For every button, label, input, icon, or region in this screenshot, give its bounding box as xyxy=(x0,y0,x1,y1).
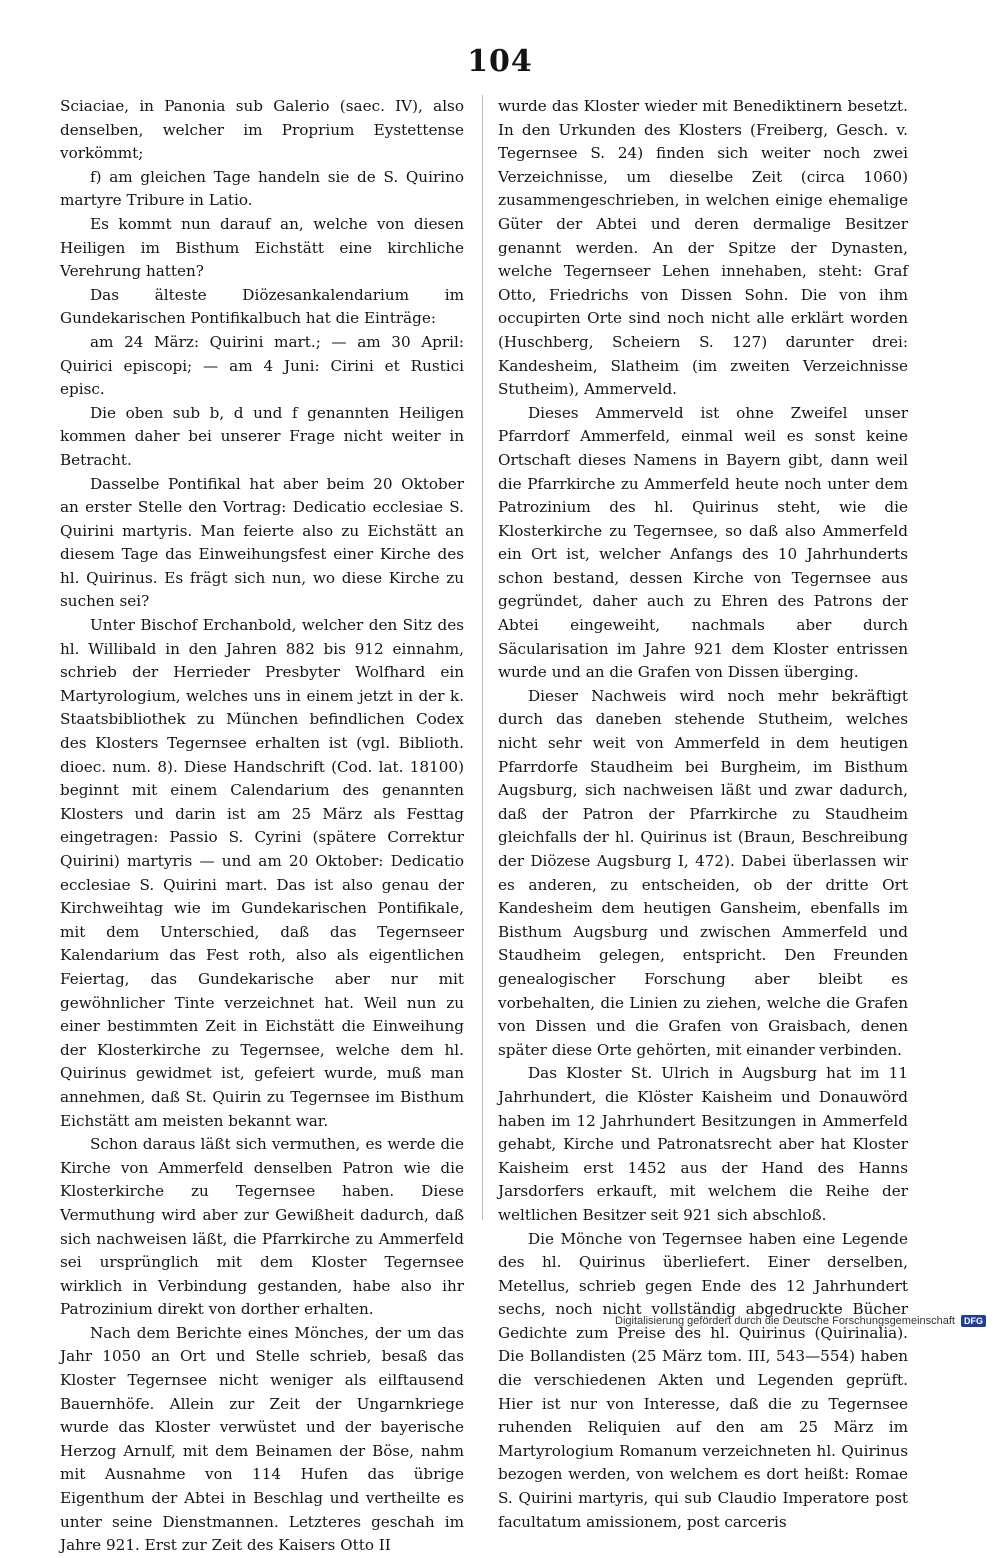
paragraph: Nach dem Berichte eines Mönches, der um das Jahr 1050 an Ort und Stelle schrieb, besaß das Kloster Tegernsee nicht weniger als eilftausend Bauernhöfe. Allein zur Zeit der Ungarnkriege wurde das Kloster verwüstet und der bayerische Herzog Arnulf, mit dem Beinamen der Böse, nahm mit Ausnahme von 114 Hufen das übrige Eigenthum der Abtei in Beschlag und vertheilte es unter seine Dienstmannen. Letzteres geschah im Jahre 921. Erst zur Zeit des Kaisers Otto II xyxy=(60,1323,464,1555)
paragraph: wurde das Kloster wieder mit Benediktinern besetzt. In den Urkunden des Klosters (Freiberg, Gesch. v. Tegernsee S. 24) finden sich weiter noch zwei Verzeichnisse, um dieselbe Zeit (circa 1060) zusammengeschrieben, in welchen einige ehemalige Güter der Abtei und deren dermalige Besitzer genannt werden. An der Spitze der Dynasten, welche Tegernseer Lehen innehaben, steht: Graf Otto, Friedrichs von Dissen Sohn. Die von ihm occupirten Orte sind noch nicht alle erklärt worden (Huschberg, Scheiern S. 127) darunter drei: Kandesheim, Slatheim (im zweiten Verzeichnisse Stutheim), Ammerveld. xyxy=(498,97,908,399)
paragraph: Dasselbe Pontifikal hat aber beim 20 Oktober an erster Stelle den Vortrag: Dedicatio ecclesiae S. Quirini martyris. Man feierte also zu Eichstätt an diesem Tage das Einweihungsfest einer Kirche des hl. Quirinus. Es frägt sich nun, wo diese Kirche zu suchen sei? xyxy=(60,474,464,611)
paragraph: Die Mönche von Tegernsee haben eine Legende des hl. Quirinus überliefert. Einer derselben, Metellus, schrieb gegen Ende des 12 Jahrhundert sechs, noch nicht vollständig abgedruckte Bücher Gedichte zum Preise des hl. Quirinus (Quirinalia). Die Bollandisten (25 März tom. III, 543—554) haben die verschiedenen Akten und Legenden geprüft. Hier ist nur von Interesse, daß die zu Tegernsee ruhenden Reliquien auf den am 25 März im Martyrologium Romanum verzeichneten hl. Quirinus bezogen werden, von welchem es dort heißt: Romae S. Quirini martyris, qui sub Claudio Imperatore post facultatum amissionem, post carceris xyxy=(498,1229,908,1531)
footer xyxy=(615,1315,986,1327)
footer-credit: Digitalisierung gefördert durch die Deutsche Forschungsgemeinschaft xyxy=(615,1315,955,1327)
page-number: 104 xyxy=(467,44,533,79)
column-divider xyxy=(482,95,483,1220)
paragraph: Es kommt nun darauf an, welche von diesen Heiligen im Bisthum Eichstätt eine kirchliche Verehrung hatten? xyxy=(60,214,464,281)
left-column xyxy=(60,95,464,1558)
paragraph: Das älteste Diözesankalendarium im Gundekarischen Pontifikalbuch hat die Einträge: xyxy=(60,285,464,328)
paragraph: f) am gleichen Tage handeln sie de S. Quirino martyre Tribure in Latio. xyxy=(60,167,464,210)
paragraph: Dieses Ammerveld ist ohne Zweifel unser Pfarrdorf Ammerfeld, einmal weil es sonst keine Ortschaft dieses Namens in Bayern gibt, dann weil die Pfarrkirche zu Ammerfeld heute noch unter dem Patrozinium des hl. Quirinus steht, wie die Klosterkirche zu Tegernsee, so daß also Ammerfeld ein Ort ist, welcher Anfangs des 10 Jahrhunderts schon bestand, dessen Kirche von Tegernsee aus gegründet, daher auch zu Ehren des Patrons der Abtei eingeweiht, nachmals aber durch Säcularisation im Jahre 921 dem Kloster entrissen wurde und an die Grafen von Dissen überging. xyxy=(498,403,908,682)
paragraph: Das Kloster St. Ulrich in Augsburg hat im 11 Jahrhundert, die Klöster Kaisheim und Donauwörd haben im 12 Jahrhundert Besitzungen in Ammerfeld gehabt, Kirche und Patronatsrecht aber hat Kloster Kaisheim erst 1452 aus der Hand des Hanns Jarsdorfers erkauft, mit welchem die Reihe der weltlichen Besitzer seit 921 sich abschloß. xyxy=(498,1064,908,1224)
paragraph: Schon daraus läßt sich vermuthen, es werde die Kirche von Ammerfeld denselben Patron wie die Klosterkirche zu Tegernsee haben. Diese Vermuthung wird aber zur Gewißheit dadurch, daß sich nachweisen läßt, die Pfarrkirche zu Ammerfeld sei ursprünglich mit dem Kloster Tegernsee wirklich in Verbindung gestanden, habe also ihr Patrozinium direkt von dorther erhalten. xyxy=(60,1135,464,1319)
paragraph: am 24 März: Quirini mart.; — am 30 April: Quirici episcopi; — am 4 Juni: Cirini et Rustici episc. xyxy=(60,332,464,399)
paragraph: Dieser Nachweis wird noch mehr bekräftigt durch das daneben stehende Stutheim, welches nicht sehr weit von Ammerfeld in dem heutigen Pfarrdorfe Staudheim bei Burgheim, im Bisthum Augsburg, sich nachweisen läßt und zwar dadurch, daß der Patron der Pfarrkirche zu Staudheim gleichfalls der hl. Quirinus ist (Braun, Beschreibung der Diözese Augsburg I, 472). Dabei überlassen wir es anderen, zu entscheiden, ob der dritte Ort Kandesheim dem heutigen Gansheim, ebenfalls im Bisthum Augsburg und zwischen Ammerfeld und Staudheim gelegen, entspricht. Den Freunden genealogischer Forschung aber bleibt es vorbehalten, die Linien zu ziehen, welche die Grafen von Dissen und die Grafen von Graisbach, denen später diese Orte gehörten, mit einander verbinden. xyxy=(498,686,908,1059)
paragraph: Die oben sub b, d und f genannten Heiligen kommen daher bei unserer Frage nicht weiter in Betracht. xyxy=(60,403,464,469)
dfg-logo-icon: DFG xyxy=(961,1315,986,1327)
paragraph: Unter Bischof Erchanbold, welcher den Sitz des hl. Willibald in den Jahren 882 bis 912 einnahm, schrieb der Herrieder Presbyter Wolfhard ein Martyrologium, welches uns in einem jetzt in der k. Staatsbibliothek zu München befindlichen Codex des Klosters Tegernsee erhalten ist (vgl. Biblioth. dioec. num. 8). Diese Handschrift (Cod. lat. 18100) beginnt mit einem Calendarium des genannten Klosters und darin ist am 25 März als Festtag eingetragen: Passio S. Cyrini (spätere Correktur Quirini) martyris — und am 20 Oktober: Dedicatio ecclesiae S. Quirini mart. Das ist also genau der Kirchweihtag wie im Gundekarischen Pontifikale, mit dem Unterschied, daß das Tegernseer Kalendarium das Fest roth, also als eigentlichen Feiertag, das Gundekarische aber nur mit gewöhnlicher Tinte verzeichnet hat. Weil nun zu einer bestimmten Zeit in Eichstätt die Einweihung der Klosterkirche zu Tegernsee, welche dem hl. Quirinus gewidmet ist, gefeiert wurde, muß man annehmen, daß St. Quirin zu Tegernsee im Bisthum Eichstätt am meisten bekannt war. xyxy=(60,616,464,1130)
paragraph: Sciaciae, in Panonia sub Galerio (saec. IV), also denselben, welcher im Proprium Eystettense vorkömmt; xyxy=(60,97,464,163)
